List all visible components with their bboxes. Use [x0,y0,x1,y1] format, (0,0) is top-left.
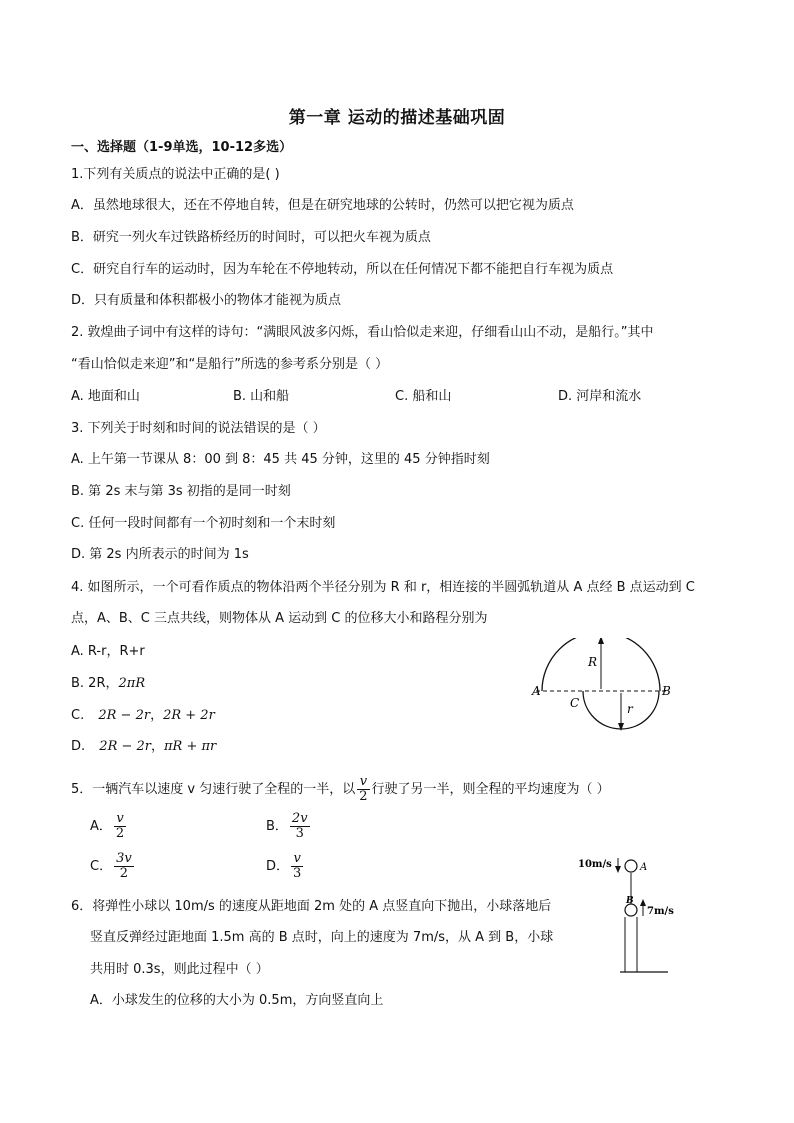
q5-option-a-den: 2 [115,826,125,841]
q2-option-d: D. 河岸和流水 [558,389,642,404]
q4-option-a: A. R-r，R+r [71,644,145,659]
q1-option-d: D．只有质量和体积都极小的物体才能视为质点 [71,293,342,308]
q5-stem-pre: 5．一辆汽车以速度 v 匀速行驶了全程的一半，以 [71,782,356,797]
q1-option-b: B．研究一列火车过铁路桥经历的时间时，可以把火车视为质点 [71,230,431,245]
q5-option-a-num: v [114,812,126,827]
q5-option-d-den: 3 [293,866,302,881]
q5-option-c-den: 2 [119,866,129,881]
q1-option-c: C．研究自行车的运动时，因为车轮在不停地转动，所以在任何情况下都不能把自行车视为质点 [71,262,614,277]
q2-option-c: C. 船和山 [395,389,452,404]
q3-stem: 3. 下列关于时刻和时间的说法错误的是（ ） [71,421,326,436]
q4-option-b-label: B. 2R， [71,676,119,691]
q5-option-c [90,852,136,882]
q5-stem-post: 行驶了另一半，则全程的平均速度为（ ） [371,782,610,797]
q4-label-R: R [588,655,598,669]
q4-option-c-sep: ， [150,708,164,723]
q5-option-d-fraction [291,852,303,881]
q5-option-a-fraction [114,812,126,841]
q4-option-d [71,738,216,756]
page-title: 第一章 运动的描述基础巩固 [288,108,506,128]
q5-stem [71,775,610,805]
q4-radius-r-arrowhead [618,723,624,731]
q5-option-c-num: 3v [116,851,132,866]
q3-option-d: D. 第 2s 内所表示的时间为 1s [71,547,249,562]
q4-radius-R-arrowhead [598,638,604,644]
q4-option-c [71,707,215,725]
q1-option-a: A．虽然地球很大，还在不停地自转，但是在研究地球的公转时，仍然可以把它视为质点 [71,198,574,213]
q5-stem-fraction [357,775,369,804]
q5-option-b-fraction [290,812,310,841]
q4-option-d-math1: 2R − 2r [99,739,151,754]
q4-option-b [71,675,145,693]
q5-option-b-den: 3 [295,826,304,841]
q6-ball-figure [576,852,696,980]
q3-option-a: A. 上午第一节课从 8：00 到 8：45 共 45 分钟，这里的 45 分钟指时刻 [71,452,490,467]
q4-semicircle-figure [528,638,678,738]
q5-option-b-label: B． [266,819,288,834]
q5-option-d [266,852,305,882]
q6-down-arrowhead [615,866,621,873]
q2-option-b: B. 山和船 [233,389,290,404]
q4-stem-line2: 点，A、B、C 三点共线，则物体从 A 运动到 C 的位移大小和路程分别为 [71,611,488,626]
q4-label-B: B [662,684,671,698]
section-heading: 一、选择题（1-9单选，10-12多选） [71,140,293,155]
q5-stem-fraction-den: 2 [359,789,368,804]
q6-label-v1: 10m/s [578,859,612,870]
q6-stem-line2: 竖直反弹经过距地面 1.5m 高的 B 点时，向上的速度为 7m/s，从 A 到 B，小球 [90,930,554,945]
q5-stem-fraction-num: v [357,775,369,790]
q5-option-a-label: A． [90,819,112,834]
q1-stem: 1.下列有关质点的说法中正确的是( ) [71,167,280,182]
q6-up-arrowhead [640,899,646,906]
q5-option-d-num: v [291,852,303,867]
q2-option-a: A. 地面和山 [71,389,140,404]
q6-ball-A [625,860,637,872]
q4-option-c-math2: 2R + 2r [163,708,215,723]
q6-label-B: B [626,896,634,906]
q5-option-a [90,812,128,842]
q5-option-b-num: 2v [291,811,308,826]
q4-option-c-label: C. [71,708,85,723]
q4-option-d-label: D. [71,739,86,754]
q4-option-d-math2: πR + πr [164,739,217,754]
q6-stem-line3: 共用时 0.3s，则此过程中（ ） [90,962,269,977]
q4-label-C: C [570,696,580,710]
q5-option-c-label: C． [90,859,113,874]
q5-option-b [266,812,312,842]
q2-stem-line2: “看山恰似走来迎”和“是船行”所选的参考系分别是（ ） [71,357,389,372]
q4-label-A: A [532,684,541,698]
q4-option-c-math1: 2R − 2r [98,708,151,723]
q3-option-b: B. 第 2s 末与第 3s 初指的是同一时刻 [71,484,291,499]
q5-option-c-fraction [114,852,134,881]
q6-label-A: A [640,862,648,873]
q6-label-v2: 7m/s [647,906,674,917]
q4-option-d-sep: ， [151,739,165,754]
q4-option-b-math: 2πR [118,676,146,691]
q6-option-a: A．小球发生的位移的大小为 0.5m，方向竖直向上 [90,993,384,1008]
q4-stem-line1: 4. 如图所示，一个可看作质点的物体沿两个半径分别为 R 和 r，相连接的半圆弧轨道从 A 点经 B 点运动到 C [71,580,695,595]
q2-stem-line1: 2. 敦煌曲子词中有这样的诗句：“满眼风波多闪烁，看山恰似走来迎，仔细看山山不动，是船行。”其中 [71,325,654,340]
q4-label-r: r [627,702,633,716]
q3-option-c: C. 任何一段时间都有一个初时刻和一个末时刻 [71,516,336,531]
q6-stem-line1: 6．将弹性小球以 10m/s 的速度从距地面 2m 处的 A 点竖直向下抛出，小球落地后 [71,899,552,914]
q5-option-d-label: D． [266,859,290,874]
